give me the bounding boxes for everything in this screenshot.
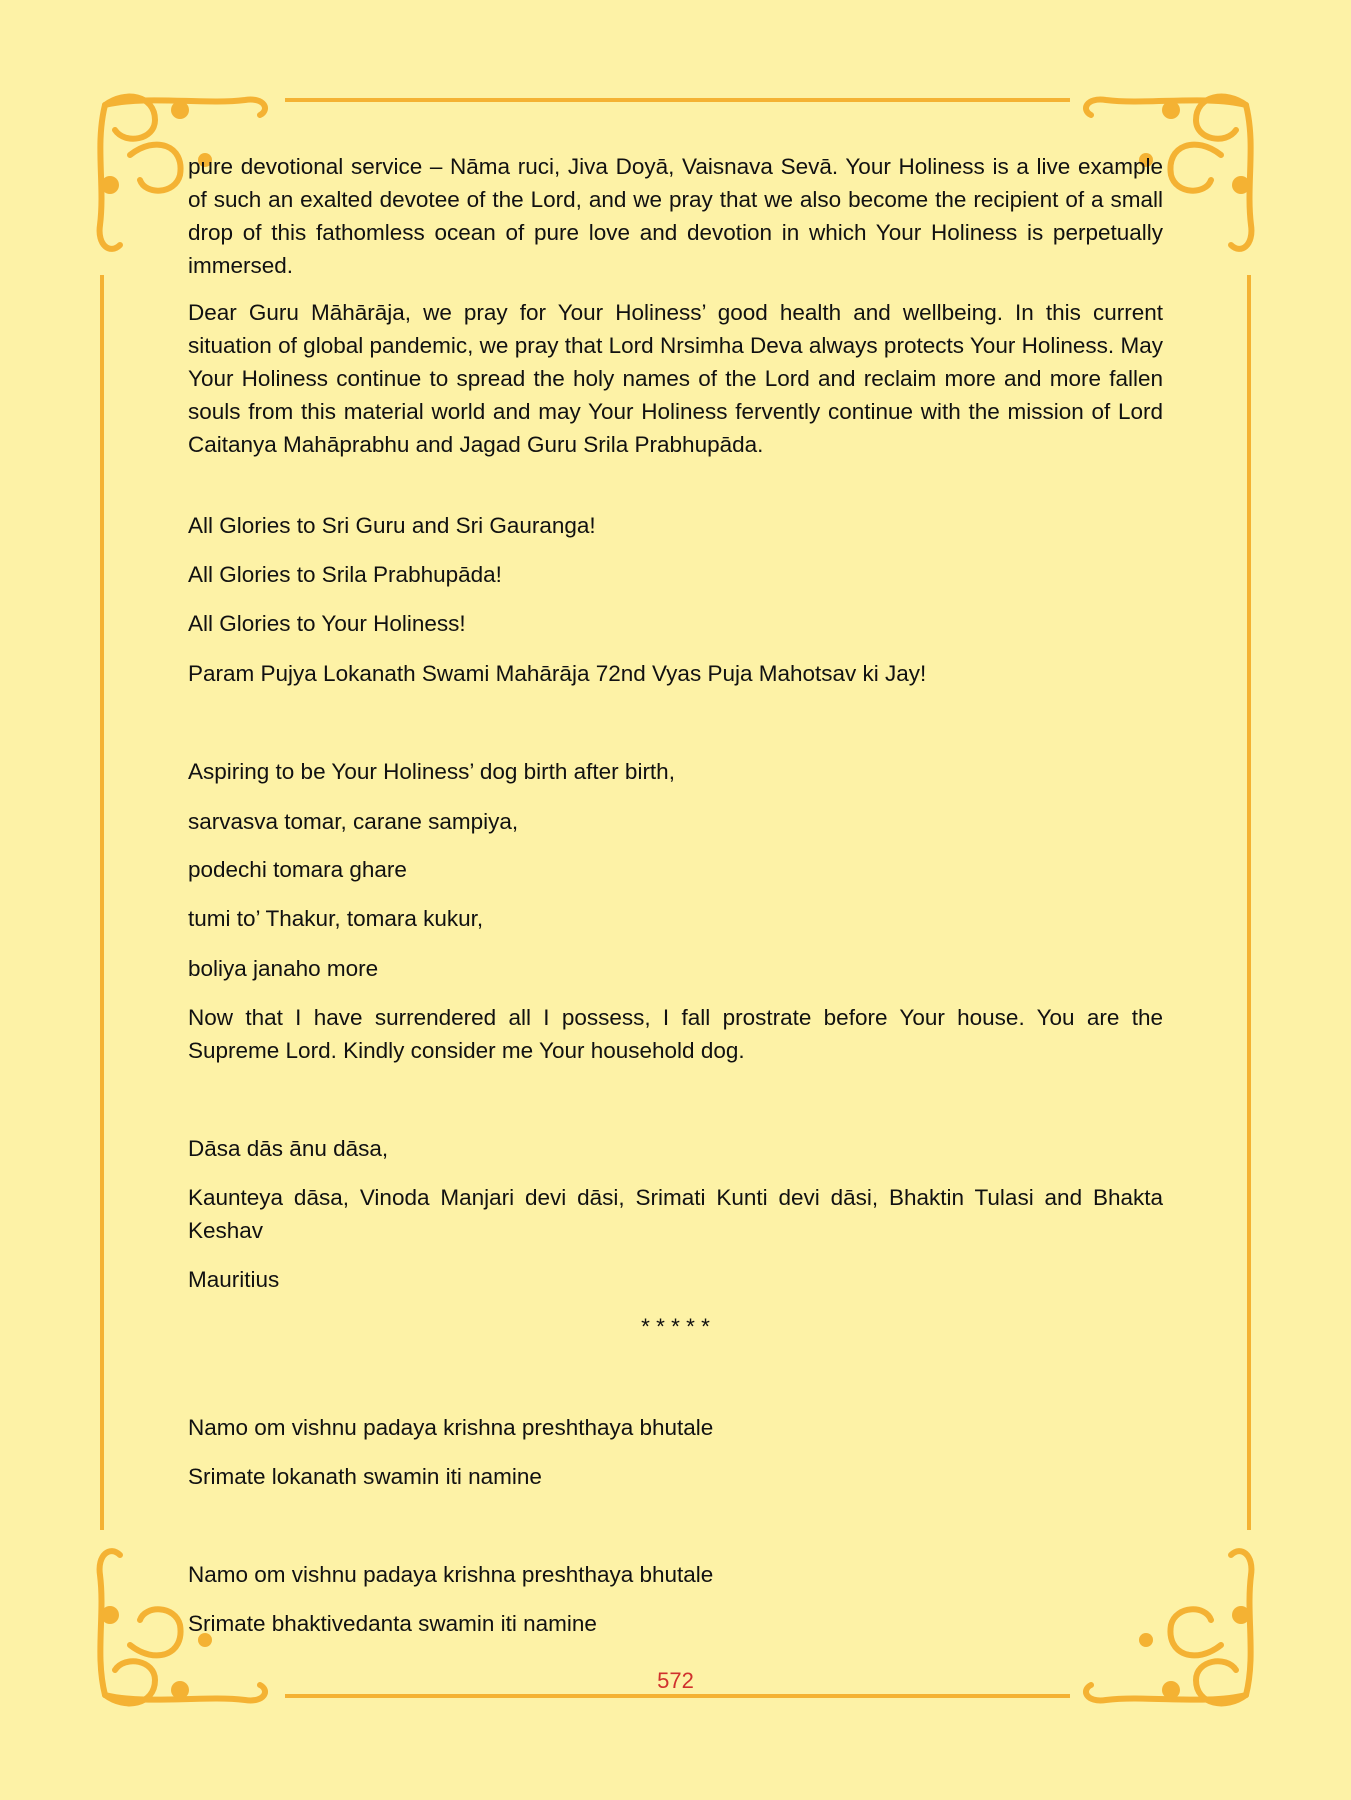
border-right bbox=[1247, 275, 1251, 1530]
border-top bbox=[285, 98, 1070, 102]
signatories: Kaunteya dāsa, Vinoda Manjari devi dāsi, Srimati Kunti devi dāsi, Bhaktin Tulasi and Bhakta Keshav bbox=[188, 1185, 1163, 1243]
border-left bbox=[100, 275, 104, 1530]
verse-line: sarvasva tomar, carane sampiya, bbox=[188, 809, 519, 834]
signoff-line: Dāsa dās ānu dāsa, bbox=[188, 1136, 389, 1161]
pranam-line: Namo om vishnu padaya krishna preshthaya bhutale bbox=[188, 1415, 714, 1440]
paragraph-prayer: Dear Guru Māhārāja, we pray for Your Holiness’ good health and wellbeing. In this current situation of global pandemic, we pray that Lord Nrsimha Deva always protects Your Holiness. May Your Holiness continue to spread the holy names of the Lord and reclaim more and more fallen souls from this material world and may Your Holiness fervently continue with the mission of Lord Caitanya Mahāprabhu and Jagad Guru Srila Prabhupāda. bbox=[188, 300, 1163, 457]
verse-line: podechi tomara ghare bbox=[188, 857, 407, 882]
verse-translation: Now that I have surrendered all I possess, I fall prostrate before Your house. You are the Supreme Lord. Kindly consider me Your household dog. bbox=[188, 1005, 1163, 1063]
pranam-line: Srimate lokanath swamin iti namine bbox=[188, 1464, 542, 1489]
glories-line: All Glories to Srila Prabhupāda! bbox=[188, 562, 502, 587]
separator: * * * * * bbox=[641, 1314, 710, 1339]
pranam-line: Namo om vishnu padaya krishna preshthaya bhutale bbox=[188, 1562, 714, 1587]
glories-line: Param Pujya Lokanath Swami Mahārāja 72nd Vyas Puja Mahotsav ki Jay! bbox=[188, 661, 927, 686]
aspiring-line: Aspiring to be Your Holiness’ dog birth after birth, bbox=[188, 759, 675, 784]
pranam-line: Srimate bhaktivedanta swamin iti namine bbox=[188, 1611, 597, 1636]
location: Mauritius bbox=[188, 1267, 280, 1292]
page-number: 572 bbox=[657, 1668, 694, 1693]
paragraph-devotional-service: pure devotional service – Nāma ruci, Jiva Doyā, Vaisnava Sevā. Your Holiness is a live example of such an exalted devotee of the Lord, and we pray that we also become the recipient of a small drop of this fathomless ocean of pure love and devotion in which Your Holiness is perpetually immersed. bbox=[188, 154, 1163, 278]
verse-line: boliya janaho more bbox=[188, 956, 379, 981]
verse-line: tumi to’ Thakur, tomara kukur, bbox=[188, 906, 484, 931]
border-bottom bbox=[285, 1694, 1070, 1698]
glories-line: All Glories to Sri Guru and Sri Gauranga! bbox=[188, 513, 596, 538]
glories-line: All Glories to Your Holiness! bbox=[188, 611, 466, 636]
